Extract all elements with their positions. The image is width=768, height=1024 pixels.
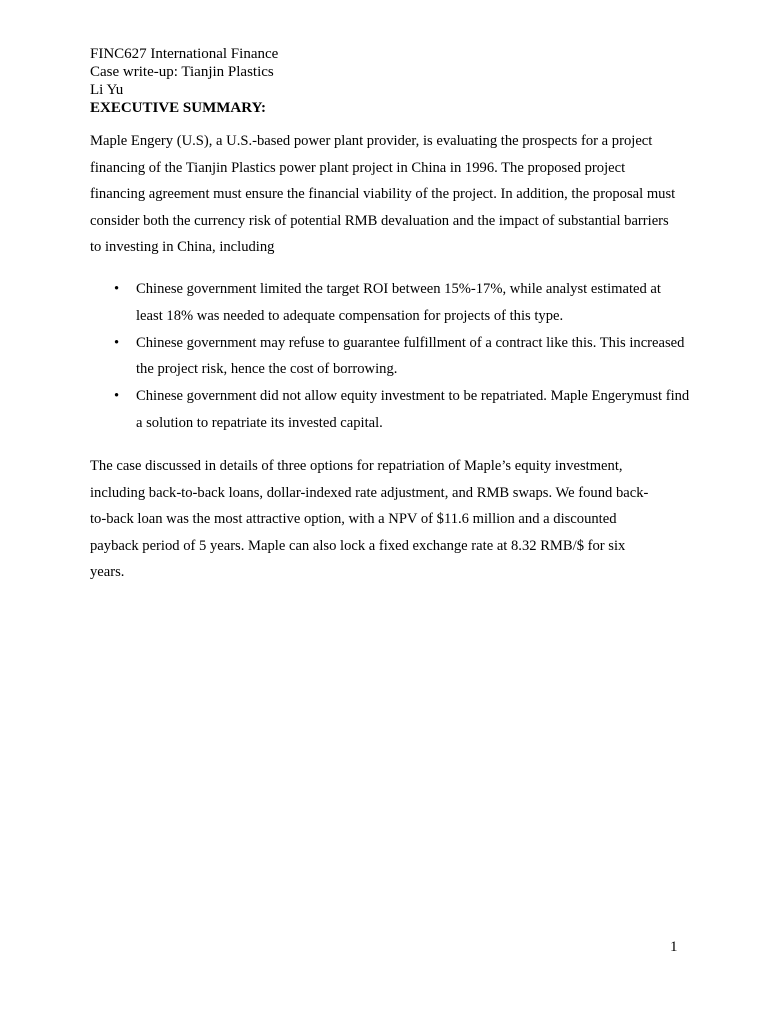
- page-number: 1: [670, 939, 678, 955]
- bullet-item: [90, 330, 690, 384]
- document-header: [90, 45, 278, 117]
- bullet-icon: •: [114, 281, 120, 297]
- bullet-list: [90, 276, 690, 437]
- intro-paragraph: Maple Engery (U.S), a U.S.-based power plant provider, is evaluating the prospects for a project financing of the Tianjin Plastics power plant project in China in 1996. The proposed project financing agreement must ensure the financial viability of the project. In addition, the proposal must consider both the currency risk of potential RMB devaluation and the impact of substantial barriers to investing in China, including: [90, 133, 676, 255]
- author-name: Li Yu: [90, 82, 124, 98]
- course-title: FINC627 International Finance: [90, 46, 279, 62]
- bullet-text: Chinese government limited the target ROI between 15%-17%, while analyst estimated at least 18% was needed to adequate compensation for projects of this type.: [136, 281, 661, 324]
- section-heading: EXECUTIVE SUMMARY:: [90, 100, 267, 116]
- bullet-text: Chinese government did not allow equity investment to be repatriated. Maple Engerymust find a solution to repatriate its invested capital.: [136, 388, 690, 431]
- bullet-icon: •: [114, 388, 120, 405]
- bullet-item: [90, 383, 690, 437]
- conclusion-paragraph: The case discussed in details of three options for repatriation of Maple’s equity investment, including back-to-back loans, dollar-indexed rate adjustment, and RMB swaps. We found back-to-back loan was the most attractive option, with a NPV of $11.6 million and a discounted payback period of 5 years. Maple can also lock a fixed exchange rate at 8.32 RMB/$ for six years.: [90, 458, 649, 580]
- bullet-icon: •: [114, 334, 120, 351]
- assignment-title: Case write-up: Tianjin Plastics: [90, 64, 274, 80]
- bullet-item: [90, 276, 690, 330]
- bullet-text: Chinese government may refuse to guarantee fulfillment of a contract like this. This increased the project risk, hence the cost of borrowing.: [136, 334, 685, 378]
